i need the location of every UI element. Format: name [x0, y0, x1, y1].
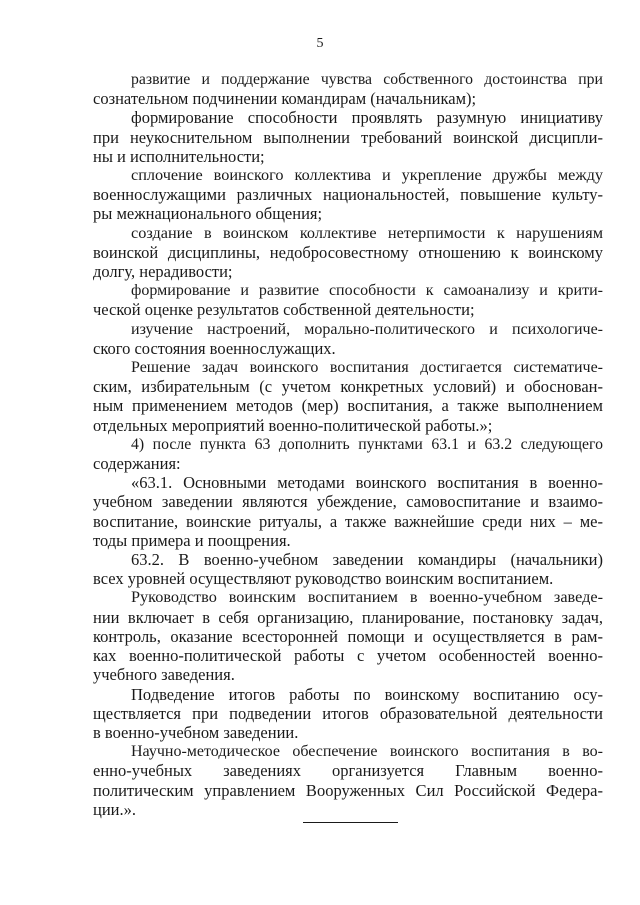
text-line: ции.».	[93, 799, 136, 819]
text-line: развитие и поддержание чувства собственного достоинства при	[131, 71, 603, 88]
text-line: воинской дисциплины, недобросовестному отношению к воинскому	[93, 242, 603, 262]
text-line: сплочение воинского коллектива и укрепление дружбы между	[131, 166, 603, 185]
paragraph-1	[93, 70, 603, 108]
text-line: долгу, нерадивости;	[93, 262, 233, 282]
text-line: ческой оценке результатов собственной деятельности;	[93, 300, 475, 320]
text-line: в военно-учебном заведении.	[93, 722, 299, 742]
text-line: тоды примера и поощрения.	[93, 530, 291, 550]
paragraph-2	[93, 108, 603, 166]
paragraph-6	[93, 320, 603, 358]
text-line: военнослужащими различных национальностей, повышение культу-	[93, 185, 603, 205]
text-line: ры межнационального общения;	[93, 204, 323, 224]
text-line: ществляется при подведении итогов образовательной деятельности	[93, 703, 603, 723]
text-line: учебного заведения.	[93, 665, 235, 685]
paragraph-3	[93, 166, 603, 224]
text-line: контроль, оказание всесторонней помощи и осуществляется в рам-	[93, 626, 603, 646]
page-number: 5	[316, 36, 324, 51]
paragraph-9	[93, 473, 603, 550]
text-line: енно-учебных заведениях организуется Главным военно-	[93, 761, 603, 781]
text-line: ского состояния военнослужащих.	[93, 338, 336, 358]
text-line: «63.1. Основными методами воинского воспитания в военно-	[131, 473, 603, 493]
closing-separator-line	[303, 822, 398, 823]
text-line: политическим управлением Вооруженных Сил Российской Федера-	[93, 780, 603, 800]
text-line: ках военно-политической работы с учетом особенностей военно-	[93, 646, 603, 666]
text-line: всех уровней осуществляют руководство воинским воспитанием.	[93, 569, 554, 589]
text-line: отдельных мероприятий военно-политической работы.»;	[93, 415, 493, 435]
paragraph-13	[93, 742, 603, 819]
text-line: содержания:	[93, 454, 181, 474]
text-line: воспитание, воинские ритуалы, а также важнейшие среди них – ме-	[93, 511, 603, 531]
paragraph-11	[93, 588, 603, 684]
text-line: Подведение итогов работы по воинскому воспитанию осу-	[131, 684, 603, 704]
text-line: нии включает в себя организацию, планирование, постановку задач,	[93, 607, 603, 627]
text-line: Решение задач воинского воспитания достигается систематиче-	[131, 359, 603, 377]
paragraph-4	[93, 224, 603, 282]
text-line: Научно-методическое обеспечение воинского воспитания в во-	[131, 743, 603, 761]
text-line: при неукоснительном выполнении требований воинской дисципли-	[93, 127, 603, 147]
text-line: ным применением методов (мер) воспитания, а также выполнением	[93, 396, 603, 416]
paragraph-8	[93, 435, 603, 473]
text-line: ны и исполнительности;	[93, 146, 265, 166]
text-line: формирование способности проявлять разумную инициативу	[131, 108, 603, 128]
paragraph-5	[93, 281, 603, 319]
paragraph-7	[93, 358, 603, 435]
text-line: создание в воинском коллективе нетерпимости к нарушениям	[131, 223, 603, 242]
paragraph-12	[93, 685, 603, 743]
text-line: Руководство воинским воспитанием в военно-учебном заведе-	[131, 588, 603, 607]
text-line: формирование и развитие способности к самоанализу и крити-	[131, 282, 603, 300]
text-line: ским, избирательным (с учетом конкретных условий) и обоснован-	[93, 377, 603, 397]
text-line: сознательном подчинении командирам (начальникам);	[93, 89, 477, 109]
text-line: 63.2. В военно-учебном заведении командиры (начальники)	[131, 550, 603, 570]
text-line: изучение настроений, морально-политического и психологиче-	[131, 320, 603, 338]
text-line: 4) после пункта 63 дополнить пунктами 63.1 и 63.2 следующего	[131, 435, 603, 453]
body-text	[93, 70, 603, 819]
text-line: учебном заведении являются убеждение, самовоспитание и взаимо-	[93, 492, 603, 512]
paragraph-10	[93, 550, 603, 588]
